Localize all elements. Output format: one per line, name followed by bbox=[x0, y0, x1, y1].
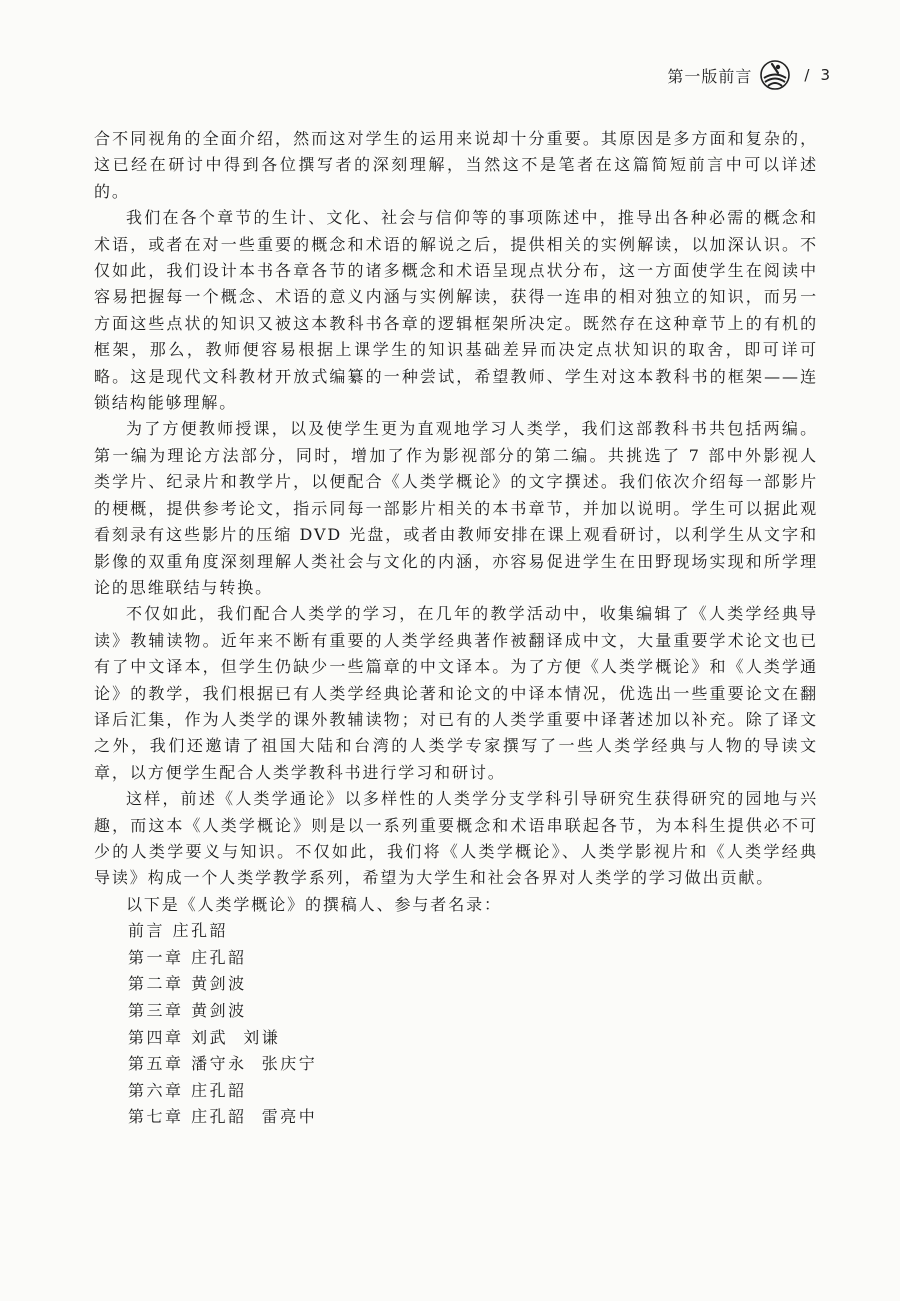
contributor-item: 第三章 黄剑波 bbox=[128, 1000, 247, 1020]
paragraph-continuation: 合不同视角的全面介绍，然而这对学生的运用来说却十分重要。其原因是多方面和复杂的，这已经在研讨中得到各位撰写者的深刻理解，当然这不是笔者在这篇简短前言中可以详述的。 bbox=[94, 129, 818, 201]
page-number: 3 bbox=[820, 66, 830, 84]
running-header bbox=[667, 60, 830, 90]
contributor-item: 第七章 庄孔韶 雷亮中 bbox=[128, 1107, 318, 1127]
paragraph-film-section: 为了方便教师授课，以及使学生更为直观地学习人类学，我们这部教科书共包括两编。第一编为理论方法部分，同时，增加了作为影视部分的第二编。共挑选了 7 部中外影视人类学片、纪录片和教学片，以便配合《人类学概论》的文字撰述。我们依次介绍每一部影片的梗概，提供参考论文，指示同每一部影片相关的本书章节，并加以说明。学生可以据此观看刻录有这些影片的压缩 DVD 光盘，或者由教师安排在课上观看研讨，以利学生从文字和影像的双重角度深刻理解人类社会与文化的内涵，亦容易促进学生在田野现场实现和所学理论的思维联结与转换。 bbox=[94, 419, 818, 597]
paragraph-classic-readings: 不仅如此，我们配合人类学的学习，在几年的教学活动中，收集编辑了《人类学经典导读》教辅读物。近年来不断有重要的人类学经典著作被翻译成中文，大量重要学术论文也已有了中文译本，但学生仍缺少一些篇章的中文译本。为了方便《人类学概论》和《人类学通论》的教学，我们根据已有人类学经典论著和论文的中译本情况，优选出一些重要论文在翻译后汇集，作为人类学的课外教辅读物；对已有的人类学重要中译著述加以补充。除了译文之外，我们还邀请了祖国大陆和台湾的人类学专家撰写了一些人类学经典与人物的导读文章，以方便学生配合人类学教科书进行学习和研讨。 bbox=[94, 604, 818, 782]
contributors-list bbox=[94, 918, 818, 1131]
paragraph-teaching-series: 这样，前述《人类学通论》以多样性的人类学分支学科引导研究生获得研究的园地与兴趣，而这本《人类学概论》则是以一系列重要概念和术语串联起各节，为本科生提供必不可少的人类学要义与知识。不仅如此，我们将《人类学概论》、人类学影视片和《人类学经典导读》构成一个人类学教学系列，希望为大学生和社会各界对人类学的学习做出贡献。 bbox=[94, 789, 818, 888]
running-header-title: 第一版前言 bbox=[667, 66, 753, 86]
contributor-item: 前言 庄孔韶 bbox=[128, 921, 229, 941]
contributor-item: 第二章 黄剑波 bbox=[128, 974, 247, 994]
paragraph-concepts: 我们在各个章节的生计、文化、社会与信仰等的事项陈述中，推导出各种必需的概念和术语，或者在对一些重要的概念和术语的解说之后，提供相关的实例解读，以加深认识。不仅如此，我们设计本书各章各节的诸多概念和术语呈现点状分布，这一方面使学生在阅读中容易把握每一个概念、术语的意义内涵与实例解读，获得一连串的相对独立的知识，而另一方面这些点状的知识又被这本教科书各章的逻辑框架所决定。既然存在这种章节上的有机的框架，那么，教师便容易根据上课学生的知识基础差异而决定点状知识的取舍，即可详可略。这是现代文科教材开放式编纂的一种尝试，希望教师、学生对这本教科书的框架——连锁结构能够理解。 bbox=[94, 208, 818, 413]
book-series-logo-icon bbox=[760, 60, 790, 90]
paragraph-contributors-intro: 以下是《人类学概论》的撰稿人、参与者名录： bbox=[126, 894, 502, 914]
contributor-item: 第一章 庄孔韶 bbox=[128, 947, 247, 967]
body-text bbox=[94, 126, 818, 1131]
contributor-item: 第五章 潘守永 张庆宁 bbox=[128, 1054, 318, 1074]
contributor-item: 第四章 刘武 刘谦 bbox=[128, 1027, 281, 1047]
contributor-item: 第六章 庄孔韶 bbox=[128, 1080, 247, 1100]
page-number-separator: / bbox=[804, 66, 810, 84]
